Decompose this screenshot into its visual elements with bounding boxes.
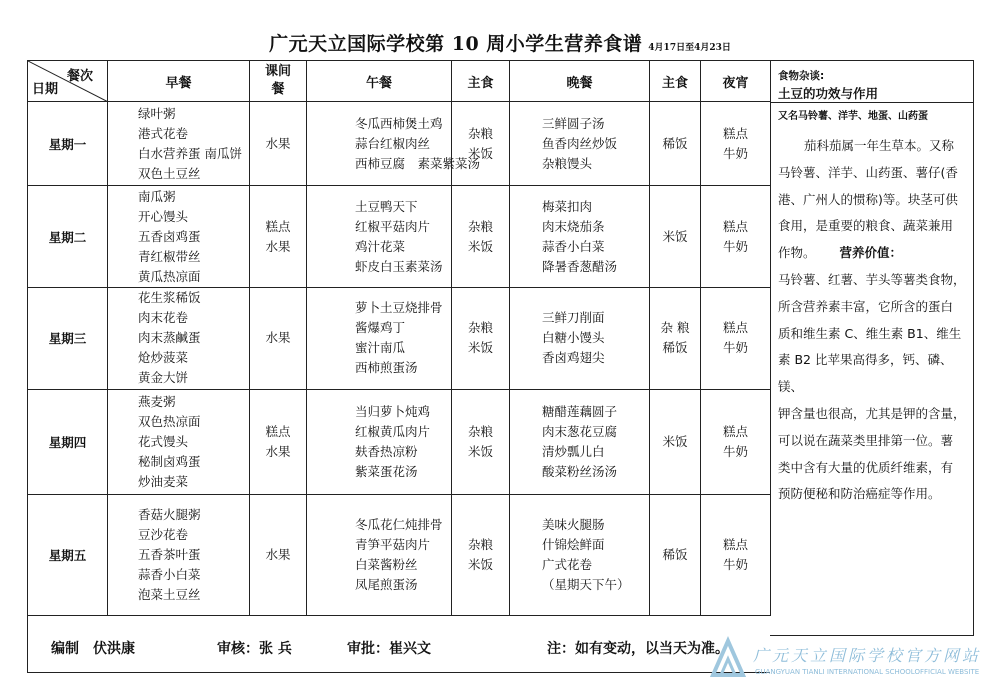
breakfast-cell-item: 花式馒头 xyxy=(138,433,189,449)
recess-cell-item: 糕点 xyxy=(265,423,291,439)
night-cell-item: 牛奶 xyxy=(722,145,748,161)
notes-line: 马铃薯、洋芋、山药蛋、薯仔(香 xyxy=(778,164,958,180)
header-dinner: 晚餐 xyxy=(510,61,650,102)
dinner-cell-item: 清炒瓢儿白 xyxy=(542,443,605,459)
recess-cell-item: 水果 xyxy=(265,238,291,254)
footer-reviewer: 审核：张 兵 xyxy=(217,641,292,657)
breakfast-cell-item: 豆沙花卷 xyxy=(138,526,189,542)
day-row xyxy=(28,494,771,615)
night-cell xyxy=(701,288,771,390)
day-row xyxy=(28,186,771,288)
breakfast-cell-item: 香菇火腿粥 xyxy=(138,506,201,522)
breakfast-cell-item: 燕麦粥 xyxy=(138,393,176,409)
watermark xyxy=(705,633,995,688)
header-row xyxy=(28,61,771,102)
lunch-cell-item: 萝卜土豆烧排骨 xyxy=(355,300,443,316)
dinner-cell-item: 肉末烧茄条 xyxy=(542,218,605,234)
lunch-cell-item: 冬瓜西柿煲土鸡 xyxy=(355,115,443,131)
breakfast-cell-item: 炒油麦菜 xyxy=(138,473,189,489)
recess-cell xyxy=(250,389,307,494)
breakfast-cell-item: 肉末蒸鹹蛋 xyxy=(138,330,201,346)
staple2-cell-item: 稀饭 xyxy=(662,546,688,562)
breakfast-cell-item: 南瓜粥 xyxy=(138,188,176,204)
breakfast-cell xyxy=(108,389,250,494)
lunch-cell-item: 冬瓜花仁炖排骨 xyxy=(355,516,443,532)
dinner-cell-item: 白糖小馒头 xyxy=(542,330,605,346)
staple-cell-item: 米饭 xyxy=(467,145,493,161)
breakfast-cell-item: 黄瓜热凉面 xyxy=(138,268,201,284)
staple-cell xyxy=(452,102,510,186)
title-main: 广元天立国际学校第 10 周小学生营养食谱 xyxy=(269,33,643,55)
notes-line: 预防便秘和防治癌症等作用。 xyxy=(778,486,941,502)
recess-cell xyxy=(250,494,307,615)
notes-line: 钾含量也很高，尤其是钾的含量， xyxy=(778,405,966,421)
recess-cell xyxy=(250,186,307,288)
lunch-cell-item: 紫菜蛋花汤 xyxy=(355,463,418,479)
footer-editor: 编制 伏洪康 xyxy=(51,641,135,657)
menu-table xyxy=(27,60,771,616)
lunch-cell-item: 酱爆鸡丁 xyxy=(355,320,406,336)
notes-line: 类中含有大量的优质纤维素，有 xyxy=(778,459,954,475)
breakfast-cell-item: 炝炒菠菜 xyxy=(138,350,189,366)
day-name: 星期一 xyxy=(28,102,108,186)
notes-value-label: 营养价值： xyxy=(839,245,903,261)
breakfast-cell-item: 黄金大饼 xyxy=(138,370,189,386)
staple2-cell xyxy=(650,389,701,494)
breakfast-cell xyxy=(108,186,250,288)
header-night: 夜宵 xyxy=(701,61,771,102)
dinner-cell-item: 什锦烩鲜面 xyxy=(542,536,605,552)
corner-header xyxy=(28,61,108,102)
dinner-cell xyxy=(510,102,650,186)
staple2-cell-item: 米饭 xyxy=(662,433,688,449)
lunch-cell-item: 鸡汁花菜 xyxy=(355,238,406,254)
lunch-cell-item: 凤尾煎蛋汤 xyxy=(355,576,418,592)
staple2-cell-item: 米饭 xyxy=(662,228,688,244)
staple-cell xyxy=(452,494,510,615)
notes-paragraph-2 xyxy=(778,267,970,508)
breakfast-cell xyxy=(108,102,250,186)
breakfast-cell-item: 双色热凉面 xyxy=(138,413,201,429)
breakfast-cell-item: 泡菜土豆丝 xyxy=(138,586,201,602)
staple-cell-item: 米饭 xyxy=(467,238,493,254)
dinner-cell-item: 蒜香小白菜 xyxy=(542,238,605,254)
lunch-cell-item: 白菜酱粉丝 xyxy=(355,556,418,572)
staple-cell-item: 米饭 xyxy=(467,556,493,572)
dinner-cell-item: 鱼香肉丝炒饭 xyxy=(542,135,618,151)
staple-cell xyxy=(452,389,510,494)
notes-body xyxy=(778,133,970,508)
lunch-cell xyxy=(307,494,452,615)
food-notes-panel xyxy=(770,60,974,636)
staple2-cell xyxy=(650,102,701,186)
day-name: 星期五 xyxy=(28,494,108,615)
header-staple: 主食 xyxy=(452,61,510,102)
dinner-cell-item: 香卤鸡翅尖 xyxy=(542,350,605,366)
staple-cell xyxy=(452,288,510,390)
notes-topic: 土豆的功效与作用 xyxy=(778,86,879,101)
corner-top-label: 餐次 xyxy=(66,69,93,84)
night-cell-item: 糕点 xyxy=(722,125,748,141)
corner-bottom-label: 日期 xyxy=(32,82,59,98)
night-cell-item: 糕点 xyxy=(722,536,748,552)
notes-line: 茄科茄属一年生草本。又称 xyxy=(804,138,955,153)
staple2-cell-item: 稀饭 xyxy=(662,135,688,151)
breakfast-cell-item: 五香卤鸡蛋 xyxy=(138,228,201,244)
breakfast-cell-item: 绿叶粥 xyxy=(138,105,176,121)
staple-cell-item: 米饭 xyxy=(467,340,493,356)
lunch-cell-item: 当归萝卜炖鸡 xyxy=(355,403,431,419)
night-cell-item: 糕点 xyxy=(722,423,748,439)
breakfast-cell xyxy=(108,288,250,390)
notes-line: 可以说在蔬菜类里排第一位。薯 xyxy=(778,432,954,448)
notes-line: 港、广州人的惯称)等。块茎可供 xyxy=(778,191,958,207)
lunch-cell xyxy=(307,389,452,494)
dinner-cell-item: 酸菜粉丝汤汤 xyxy=(542,463,618,479)
header-breakfast: 早餐 xyxy=(108,61,250,102)
notes-line: 作物。 营养价值： xyxy=(778,245,903,261)
school-logo-icon xyxy=(705,635,751,681)
staple2-cell xyxy=(650,288,701,390)
footer-note: 注：如有变动，以当天为准。 xyxy=(547,641,729,657)
recess-cell-item: 水果 xyxy=(265,330,291,346)
footer xyxy=(27,616,770,657)
breakfast-cell-item: 秘制卤鸡蛋 xyxy=(138,453,201,469)
day-row xyxy=(28,288,771,390)
notes-divider xyxy=(770,102,973,103)
notes-line: 质和维生素 C、维生素 B1、维生 xyxy=(778,325,962,341)
staple-cell-item: 杂粮 xyxy=(467,536,493,552)
dinner-cell xyxy=(510,389,650,494)
lunch-cell-item: 蒜台红椒肉丝 xyxy=(355,135,431,151)
notes-aliases: 又名马铃薯、洋芋、地蛋、山药蛋 xyxy=(778,111,928,122)
lunch-cell-item: 麸香热凉粉 xyxy=(355,443,418,459)
dinner-cell-item: 肉末葱花豆腐 xyxy=(542,423,618,439)
day-name: 星期四 xyxy=(28,389,108,494)
dinner-cell-item: 降暑香葱醋汤 xyxy=(542,258,618,274)
header-recess: 课间 餐 xyxy=(250,61,307,102)
breakfast-cell-item: 青红椒带丝 xyxy=(138,248,201,264)
dinner-cell-item: 美味火腿肠 xyxy=(542,516,605,532)
staple-cell-item: 杂粮 xyxy=(467,423,493,439)
night-cell-item: 牛奶 xyxy=(722,340,748,356)
notes-paragraph-1 xyxy=(778,133,970,267)
lunch-cell xyxy=(307,186,452,288)
day-row xyxy=(28,389,771,494)
staple2-cell xyxy=(650,494,701,615)
dinner-cell-item: 梅菜扣肉 xyxy=(542,198,593,214)
notes-heading: 食物杂谈: xyxy=(778,70,825,82)
night-cell xyxy=(701,389,771,494)
staple2-cell-item: 杂 粮 xyxy=(660,320,690,336)
title-dates: 4月17日至4月23日 xyxy=(648,43,731,53)
recess-cell-item: 糕点 xyxy=(265,218,291,234)
notes-line: 素 B2 比苹果高得多，钙、磷、镁、 xyxy=(778,352,953,395)
lunch-cell xyxy=(307,288,452,390)
night-cell xyxy=(701,102,771,186)
lunch-cell-item: 红椒黄瓜肉片 xyxy=(355,423,431,439)
lunch-cell-item: 虾皮白玉素菜汤 xyxy=(355,258,443,274)
recess-cell xyxy=(250,102,307,186)
staple-cell-item: 杂粮 xyxy=(467,218,493,234)
lunch-cell-item: 蜜汁南瓜 xyxy=(355,340,406,356)
night-cell-item: 糕点 xyxy=(722,218,748,234)
day-name: 星期二 xyxy=(28,186,108,288)
dinner-cell-item: 三鲜圆子汤 xyxy=(542,115,605,131)
menu-table-container xyxy=(27,60,770,616)
night-cell xyxy=(701,494,771,615)
day-name: 星期三 xyxy=(28,288,108,390)
breakfast-cell-item: 双色土豆丝 xyxy=(138,165,201,181)
lunch-cell-item: 西柿煎蛋汤 xyxy=(355,360,418,376)
day-row xyxy=(28,102,771,186)
header-staple2: 主食 xyxy=(650,61,701,102)
night-cell-item: 糕点 xyxy=(722,320,748,336)
footer-approver: 审批：崔兴文 xyxy=(347,641,431,657)
recess-cell-item: 水果 xyxy=(265,546,291,562)
breakfast-cell-item: 开心馒头 xyxy=(138,208,189,224)
staple-cell-item: 杂粮 xyxy=(467,320,493,336)
breakfast-cell-item: 蒜香小白菜 xyxy=(138,566,201,582)
night-cell-item: 牛奶 xyxy=(722,238,748,254)
lunch-cell-item: 红椒平菇肉片 xyxy=(355,218,431,234)
dinner-cell xyxy=(510,494,650,615)
dinner-cell xyxy=(510,288,650,390)
watermark-text: 广元天立国际学校官方网站 xyxy=(753,646,982,665)
dinner-cell xyxy=(510,186,650,288)
lunch-cell-item: 西柿豆腐 素菜紫菜汤 xyxy=(355,155,481,171)
dinner-cell-item: 广式花卷 xyxy=(542,556,593,572)
breakfast-cell-item: 花生浆稀饭 xyxy=(138,290,201,306)
staple-cell xyxy=(452,186,510,288)
night-cell-item: 牛奶 xyxy=(722,556,748,572)
watermark-subtext: GUANGYUAN TIANLI INTERNATIONAL SCHOOLOFFICIAL WEBSITE xyxy=(755,668,980,676)
dinner-cell-item: 糖醋莲藕圆子 xyxy=(542,403,618,419)
lunch-cell-item: 土豆鸭天下 xyxy=(355,198,418,214)
dinner-cell-item: 杂粮馒头 xyxy=(542,155,593,171)
notes-line: 所含营养素丰富，它所含的蛋白 xyxy=(778,298,954,314)
staple2-cell xyxy=(650,186,701,288)
dinner-cell-item: 三鲜刀削面 xyxy=(542,310,605,326)
breakfast-cell-item: 肉末花卷 xyxy=(138,310,189,326)
notes-line: 马铃薯、红薯、芋头等薯类食物， xyxy=(778,271,966,287)
breakfast-cell-item: 白水营养蛋 南瓜饼 xyxy=(138,145,242,161)
breakfast-cell-item: 港式花卷 xyxy=(138,125,189,141)
recess-cell-item: 水果 xyxy=(265,443,291,459)
staple2-cell-item: 稀饭 xyxy=(662,340,688,356)
breakfast-cell xyxy=(108,494,250,615)
breakfast-cell-item: 五香茶叶蛋 xyxy=(138,546,201,562)
staple-cell-item: 米饭 xyxy=(467,443,493,459)
night-cell xyxy=(701,186,771,288)
footer-bottom-border xyxy=(27,672,770,673)
recess-cell xyxy=(250,288,307,390)
page-title xyxy=(0,29,1000,56)
night-cell-item: 牛奶 xyxy=(722,443,748,459)
staple-cell-item: 杂粮 xyxy=(467,125,493,141)
notes-line: 食用，是重要的粮食、蔬菜兼用 xyxy=(778,218,954,234)
dinner-cell-item: （星期天下午） xyxy=(542,576,630,592)
header-lunch: 午餐 xyxy=(307,61,452,102)
lunch-cell-item: 青笋平菇肉片 xyxy=(355,536,431,552)
recess-cell-item: 水果 xyxy=(265,135,291,151)
